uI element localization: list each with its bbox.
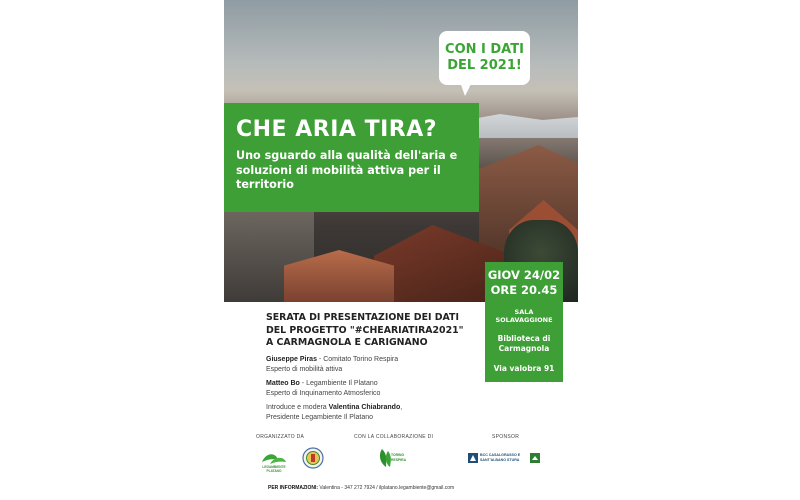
page-title: CHE ARIA TIRA? xyxy=(236,117,438,142)
moderator-prefix: Introduce e modera xyxy=(266,404,329,411)
logo-text: LEGAMBIENTE xyxy=(262,465,286,469)
collaborazione-label: CON LA COLLABORAZIONE DI xyxy=(354,434,434,440)
moderator-role: Presidente Legambiente Il Platano xyxy=(266,414,374,421)
subtitle: Uno sguardo alla qualità dell'aria e soluzioni di mobilità attiva per il territorio xyxy=(236,149,458,191)
presentation-line: SERATA DI PRESENTAZIONE DEI DATI xyxy=(266,312,459,323)
logo-text: BCC CASALGRASSO E xyxy=(480,453,521,457)
event-address: Via valobra 91 xyxy=(493,364,555,373)
footer-info xyxy=(268,485,454,491)
presentation-line: A CARMAGNOLA E CARIGNANO xyxy=(266,337,428,348)
logo-text: TORINO xyxy=(391,453,405,457)
legambiente-logo xyxy=(258,450,290,472)
speaker-role: Esperto di Inquinamento Atmosferico xyxy=(266,390,381,397)
city-photo xyxy=(224,0,578,302)
moderator-suffix: , xyxy=(400,404,403,411)
organizzato-label: ORGANIZZATO DA xyxy=(256,434,305,440)
moderator-name: Valentina Chiabrando xyxy=(328,404,401,411)
platano-seal-logo xyxy=(302,447,324,469)
speaker-org: - Comitato Torino Respira xyxy=(316,356,399,363)
event-info-box xyxy=(485,262,563,382)
footer-label: PER INFORMAZIONI: xyxy=(268,485,318,491)
bubble-line-1: CON I DATI xyxy=(445,42,524,57)
speaker-name: Giuseppe Piras xyxy=(266,356,317,363)
presentation-heading xyxy=(266,312,486,350)
speech-bubble xyxy=(439,31,530,85)
speaker-role: Esperto di mobilità attiva xyxy=(266,366,343,373)
speaker-org: - Legambiente Il Platano xyxy=(299,380,378,387)
speaker-name: Matteo Bo xyxy=(266,380,300,387)
logo-text: SANT'ALBANO STURA xyxy=(480,457,520,462)
logo-text: RESPIRA xyxy=(391,457,407,462)
event-date: GIOV 24/02 ORE 20.45 xyxy=(487,268,561,297)
logo-text: PLATANO xyxy=(266,469,282,473)
sponsor-label: SPONSOR xyxy=(492,434,520,440)
event-venue: Biblioteca di Carmagnola xyxy=(497,334,551,353)
footer-text: Valentina - 347 272 7924 / ilplatano.legambiente@gmail.com xyxy=(319,485,455,491)
speaker-1 xyxy=(266,355,486,375)
moderator xyxy=(266,403,486,423)
speaker-2 xyxy=(266,379,486,399)
poster xyxy=(224,0,578,500)
presentation-line: DEL PROGETTO "#CHEARIATIRA2021" xyxy=(266,324,464,336)
event-room: SALA SOLAVAGGIONE xyxy=(495,308,553,324)
bubble-line-2: DEL 2021! xyxy=(447,58,522,73)
speech-bubble-tail xyxy=(460,82,472,96)
title-box xyxy=(224,103,479,212)
bcc-logo xyxy=(468,452,538,464)
torino-respira-logo xyxy=(376,447,410,469)
